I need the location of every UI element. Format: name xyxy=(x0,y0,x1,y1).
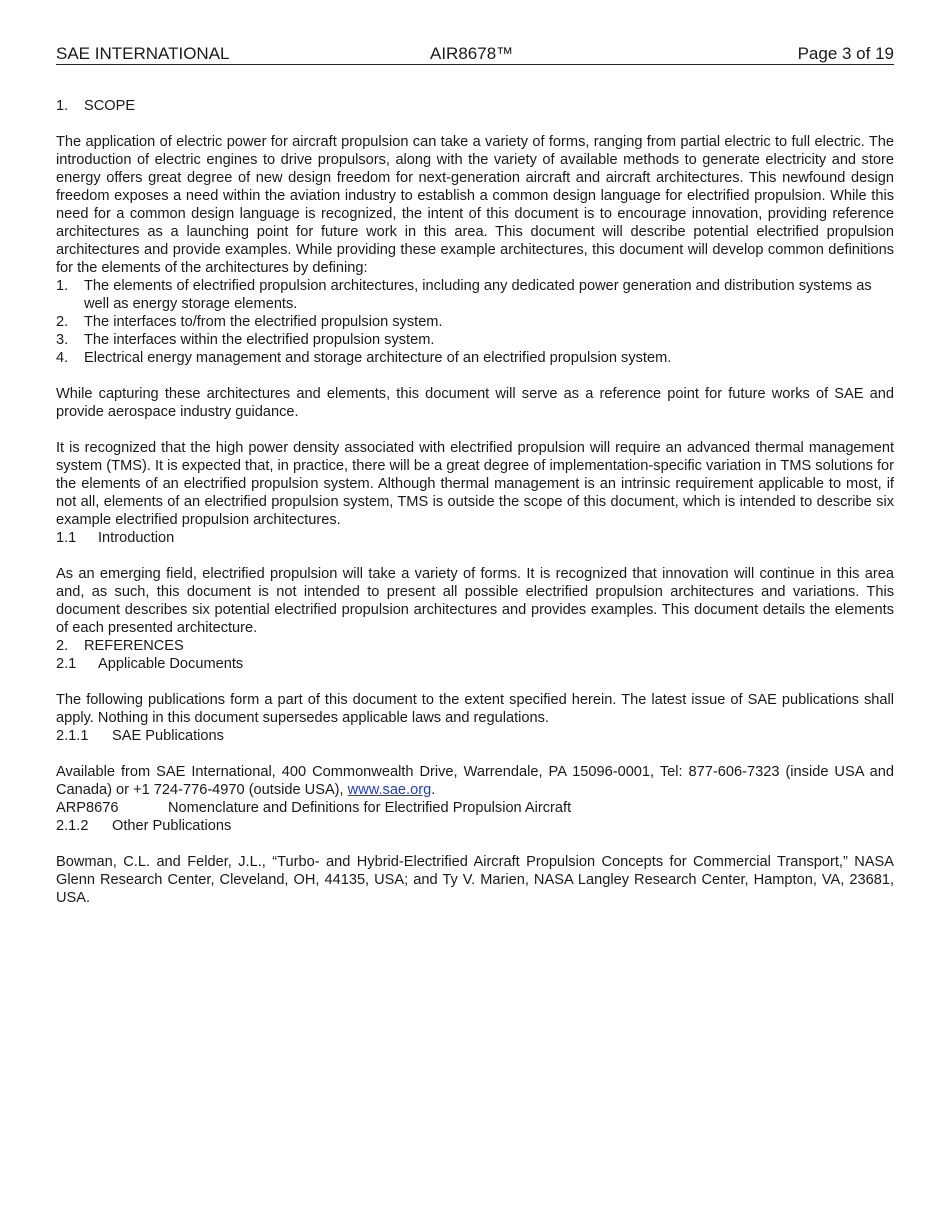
list-item: 2. The interfaces to/from the electrified propulsion system. xyxy=(56,314,443,330)
other-publications-paragraph: Bowman, C.L. and Felder, J.L., “Turbo- and Hybrid-Electrified Aircraft Propulsion Concepts for Commercial Transport,” NASA Glenn Research Center, Cleveland, OH, 44135, USA; and Ty V. Marien, NASA Langley Research Center, Hampton, VA, 23681, USA. xyxy=(56,854,894,906)
document-body xyxy=(56,97,894,907)
list-item: 1. The elements of electrified propulsion architectures, including any dedicated power generation and distribution systems as well as energy storage elements. xyxy=(56,278,872,312)
header-page-number: Page 3 of 19 xyxy=(797,44,894,63)
list-item: 4. Electrical energy management and storage architecture of an electrified propulsion system. xyxy=(56,350,672,366)
applicable-documents-paragraph: The following publications form a part of this document to the extent specified herein. The latest issue of SAE publications shall apply. Nothing in this document supersedes applicable laws and regulations. xyxy=(56,692,894,726)
list-item: 3. The interfaces within the electrified propulsion system. xyxy=(56,332,435,348)
section-heading-introduction: 1.1 Introduction xyxy=(56,530,175,546)
introduction-paragraph: As an emerging field, electrified propulsion will take a variety of forms. It is recognized that innovation will continue in this area and, as such, this document is not intended to present all possible electrified propulsion architectures and variations. This document describes six potential electrified propulsion architectures and provides examples. This document details the elements of each presented architecture. xyxy=(56,566,894,636)
section-heading-sae-publications: 2.1.1 SAE Publications xyxy=(56,728,224,744)
section-heading-applicable-documents: 2.1 Applicable Documents xyxy=(56,656,244,672)
sae-publications-paragraph: Available from SAE International, 400 Commonwealth Drive, Warrendale, PA 15096-0001, Tel: 877-606-7323 (inside USA and Canada) or +1 724-776-4970 (outside USA), www.sae.org. xyxy=(56,764,894,798)
reference-code: ARP8676 xyxy=(56,800,119,816)
header-document-number: AIR8678™ xyxy=(430,44,514,63)
section-heading-references: 2. REFERENCES xyxy=(56,638,184,654)
sae-website-link[interactable]: www.sae.org xyxy=(347,782,432,798)
scope-intro-paragraph: The application of electric power for aircraft propulsion can take a variety of forms, ranging from partial electric to full electric. The introduction of electric engines to drive propulsors, along with the variety of available methods to generate electricity and store energy offers great degree of new design freedom for next-generation aircraft and aircraft architectures. This newfound design freedom exposes a need within the aviation industry to establish a common design language for electrified propulsion. While this need for a common design language is recognized, the intent of this document is to encourage innovation, providing reference architectures as a launching point for future work in this area. This document will describe potential electrified propulsion architectures and provide examples. While providing these example architectures, this document will develop common definitions for the elements of the architectures by defining: xyxy=(56,134,894,276)
reference-entry xyxy=(56,799,894,817)
reference-title: Nomenclature and Definitions for Electrified Propulsion Aircraft xyxy=(168,800,572,816)
section-heading-other-publications: 2.1.2 Other Publications xyxy=(56,818,232,834)
scope-paragraph-3: It is recognized that the high power density associated with electrified propulsion will require an advanced thermal management system (TMS). It is expected that, in practice, there will be a great degree of implementation-specific variation in TMS solutions for the elements of an electrified propulsion system. Although thermal management is an intrinsic requirement applicable to most, if not all, elements of an electrified propulsion system, TMS is outside the scope of this document, which is intended to describe six example electrified propulsion architectures. xyxy=(56,440,894,528)
scope-paragraph-2: While capturing these architectures and elements, this document will serve as a reference point for future works of SAE and provide aerospace industry guidance. xyxy=(56,386,894,420)
section-heading-scope: 1. SCOPE xyxy=(56,98,136,114)
page-header xyxy=(56,44,894,65)
header-organization: SAE INTERNATIONAL xyxy=(56,44,230,63)
